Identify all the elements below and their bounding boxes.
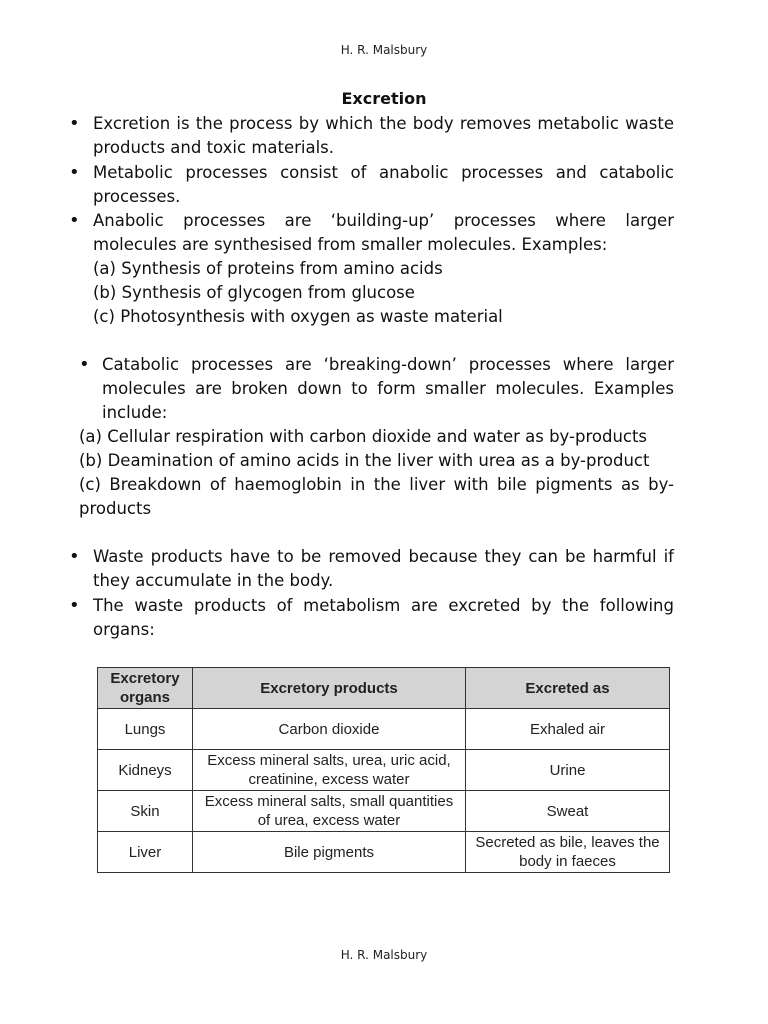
cell-organ: Kidneys (98, 750, 193, 791)
bullet-metabolic-processes: Metabolic processes consist of anabolic processes and catabolic processes. (93, 163, 674, 206)
cell-product: Excess mineral salts, small quantities of urea, excess water (193, 791, 466, 832)
cell-product: Bile pigments (193, 832, 466, 873)
table-row (98, 750, 670, 791)
cell-excreted-as: Secreted as bile, leaves the body in faeces (466, 832, 670, 873)
bullet-excretory-organs-intro: The waste products of metabolism are excreted by the following organs: (93, 596, 674, 639)
anabolic-example-b: (b) Synthesis of glycogen from glucose (93, 283, 415, 302)
anabolic-example-a: (a) Synthesis of proteins from amino acids (93, 259, 443, 278)
bullet-marker (69, 209, 80, 233)
column-header-excreted-as: Excreted as (466, 668, 670, 709)
cell-organ: Liver (98, 832, 193, 873)
page-title: Excretion (341, 89, 427, 108)
catabolic-example-c: (c) Breakdown of haemoglobin in the liver with bile pigments as by-products (79, 475, 674, 518)
catabolic-example-b: (b) Deamination of amino acids in the liver with urea as a by-product (79, 451, 650, 470)
cell-excreted-as: Urine (466, 750, 670, 791)
bullet-marker (69, 594, 80, 618)
bullet-marker (69, 112, 80, 136)
bullet-waste-removal-reason: Waste products have to be removed because they can be harmful if they accumulate in the body. (93, 547, 674, 590)
page-footer: H. R. Malsbury (340, 948, 428, 962)
catabolic-example-a: (a) Cellular respiration with carbon dioxide and water as by-products (79, 427, 648, 446)
table-row (98, 791, 670, 832)
anabolic-example-c: (c) Photosynthesis with oxygen as waste material (93, 307, 503, 326)
bullet-marker (79, 353, 90, 377)
cell-excreted-as: Sweat (466, 791, 670, 832)
table-header-row (98, 668, 670, 709)
bullet-anabolic-processes: Anabolic processes are ‘building-up’ processes where larger molecules are synthesised from smaller molecules. Examples: (93, 211, 674, 254)
cell-excreted-as: Exhaled air (466, 709, 670, 750)
cell-organ: Lungs (98, 709, 193, 750)
column-header-products: Excretory products (193, 668, 466, 709)
table-row (98, 832, 670, 873)
bullet-marker (69, 545, 80, 569)
column-header-organs: Excretory organs (98, 668, 193, 709)
excretory-organs-table (97, 667, 670, 873)
bullet-catabolic-processes: Catabolic processes are ‘breaking-down’ processes where larger molecules are broken down to form smaller molecules. Examples include: (102, 355, 674, 422)
cell-product: Excess mineral salts, urea, uric acid, creatinine, excess water (193, 750, 466, 791)
bullet-excretion-definition: Excretion is the process by which the body removes metabolic waste products and toxic materials. (93, 114, 674, 157)
table-row (98, 709, 670, 750)
bullet-marker (69, 161, 80, 185)
cell-organ: Skin (98, 791, 193, 832)
page-header: H. R. Malsbury (340, 43, 428, 57)
cell-product: Carbon dioxide (193, 709, 466, 750)
